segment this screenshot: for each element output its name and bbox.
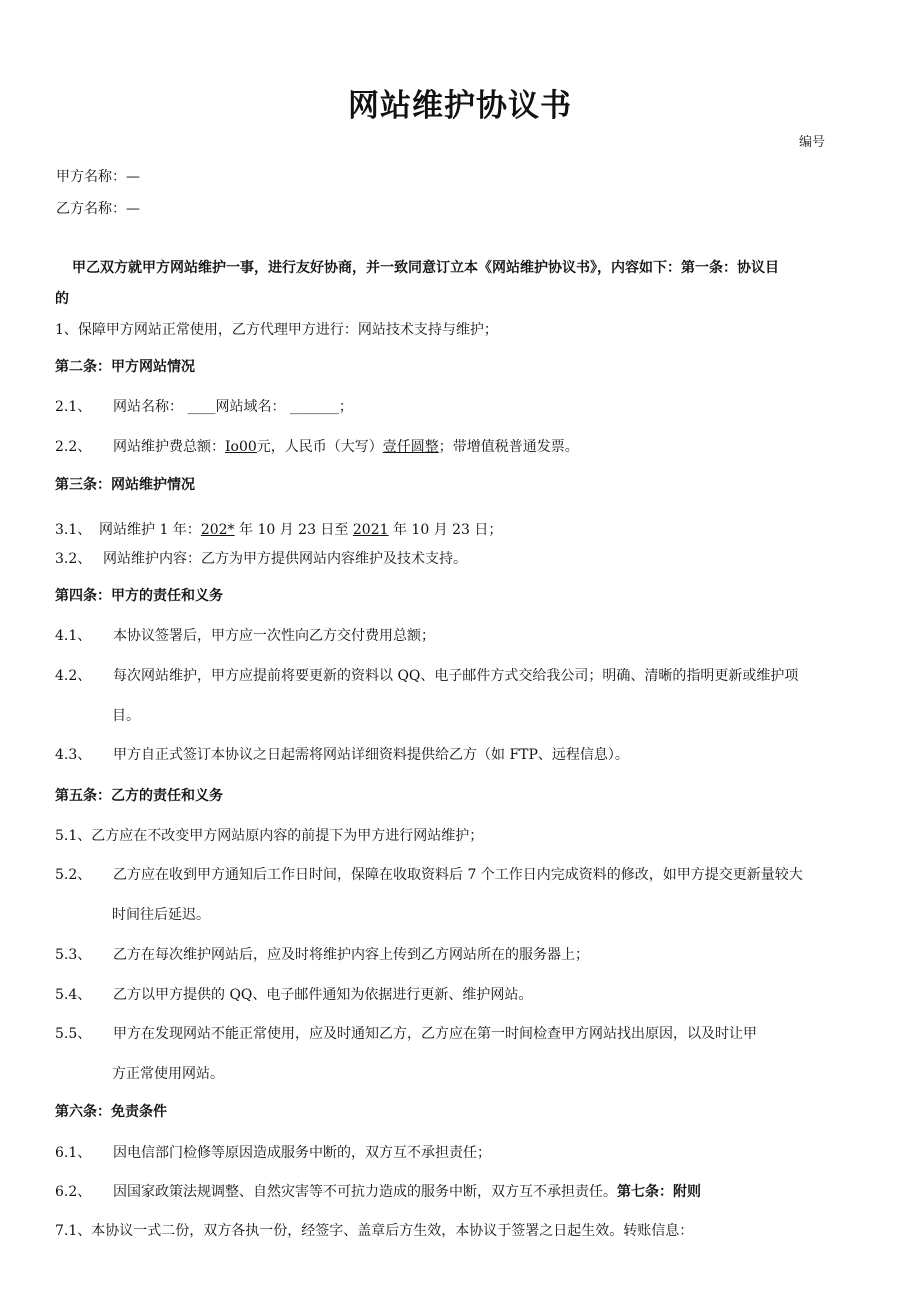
clause-number: 6.2、 (55, 1184, 92, 1200)
clause-4-1: 4.1、 本协议签署后，甲方应一次性向乙方交付费用总额； (55, 628, 435, 644)
section-6-heading: 第六条：免责条件 (55, 1104, 167, 1120)
clause-2-1: 2.1、 网站名称： ____网站域名： _______； (55, 399, 353, 415)
document-number-label: 编号 (799, 135, 826, 150)
clause-6-2: 6.2、 因国家政策法规调整、自然灾害等不可抗力造成的服务中断，双方互不承担责任。第七条：附则 (55, 1184, 701, 1200)
clause-5-3: 5.3、 乙方在每次维护网站后，应及时将维护内容上传到乙方网站所在的服务器上； (55, 947, 589, 963)
clause-5-1: 5.1、乙方应在不改变甲方网站原内容的前提下为甲方进行网站维护； (55, 828, 484, 844)
intro-paragraph-cont: 的 (55, 291, 69, 307)
clause-number: 4.3、 (55, 747, 92, 763)
clause-number: 5.3、 (55, 947, 92, 963)
clause-number: 4.1、 (55, 628, 92, 644)
clause-number: 4.2、 (55, 668, 92, 684)
clause-4-2: 4.2、 每次网站维护，甲方应提前将要更新的资料以 QQ、电子邮件方式交给我公司；明确、清晰的指明更新或维护项 (55, 668, 799, 684)
section-3-heading: 第三条：网站维护情况 (55, 477, 195, 493)
clause-3-1: 3.1、 网站维护 1 年：202* 年 10 月 23 日至 2021 年 10 月 23 日； (55, 522, 503, 538)
clause-number: 2.2、 (55, 439, 92, 455)
clause-3-2: 3.2、 网站维护内容：乙方为甲方提供网站内容维护及技术支持。 (55, 551, 467, 567)
section-4-heading: 第四条：甲方的责任和义务 (55, 588, 223, 604)
clause-2-2: 2.2、 网站维护费总额：Io00元，人民币（大写）壹仟圆整；带增值税普通发票。 (55, 439, 579, 455)
party-b-name: 乙方名称：— (56, 201, 140, 217)
clause-5-4: 5.4、 乙方以甲方提供的 QQ、电子邮件通知为依据进行更新、维护网站。 (55, 987, 533, 1003)
clause-5-2-cont: 时间往后延迟。 (112, 907, 210, 923)
clause-number: 6.1、 (55, 1145, 92, 1161)
clause-number: 2.1、 (55, 399, 92, 415)
clause-6-1: 6.1、 因电信部门检修等原因造成服务中断的，双方互不承担责任； (55, 1145, 491, 1161)
clause-number: 3.1、 (55, 522, 92, 538)
clause-1-item-1: 1、保障甲方网站正常使用，乙方代理甲方进行：网站技术支持与维护； (55, 322, 498, 338)
clause-number: 5.4、 (55, 987, 92, 1003)
clause-5-2: 5.2、 乙方应在收到甲方通知后工作日时间，保障在收取资料后 7 个工作日内完成资料的修改，如甲方提交更新量较大 (55, 867, 803, 883)
party-a-name: 甲方名称：— (56, 169, 140, 185)
clause-number: 5.2、 (55, 867, 92, 883)
clause-5-5: 5.5、 甲方在发现网站不能正常使用，应及时通知乙方，乙方应在第一时间检查甲方网站找出原因，以及时让甲 (55, 1026, 757, 1042)
intro-paragraph: 甲乙双方就甲方网站维护一事，进行友好协商，并一致同意订立本《网站维护协议书》，内容如下：第一条：协议目 (72, 260, 779, 276)
clause-number: 3.2、 (55, 551, 92, 567)
clause-4-3: 4.3、 甲方自正式签订本协议之日起需将网站详细资料提供给乙方（如 FTP、远程信息）。 (55, 747, 629, 763)
clause-5-5-cont: 方正常使用网站。 (112, 1066, 224, 1082)
clause-4-2-cont: 目。 (112, 708, 140, 724)
clause-number: 5.5、 (55, 1026, 92, 1042)
clause-7-1: 7.1、本协议一式二份，双方各执一份，经签字、盖章后方生效，本协议于签署之日起生效。转账信息： (55, 1223, 694, 1239)
section-5-heading: 第五条：乙方的责任和义务 (55, 788, 223, 804)
section-7-heading: 第七条：附则 (617, 1184, 701, 1200)
section-2-heading: 第二条：甲方网站情况 (55, 359, 195, 375)
document-title: 网站维护协议书 (348, 88, 572, 124)
